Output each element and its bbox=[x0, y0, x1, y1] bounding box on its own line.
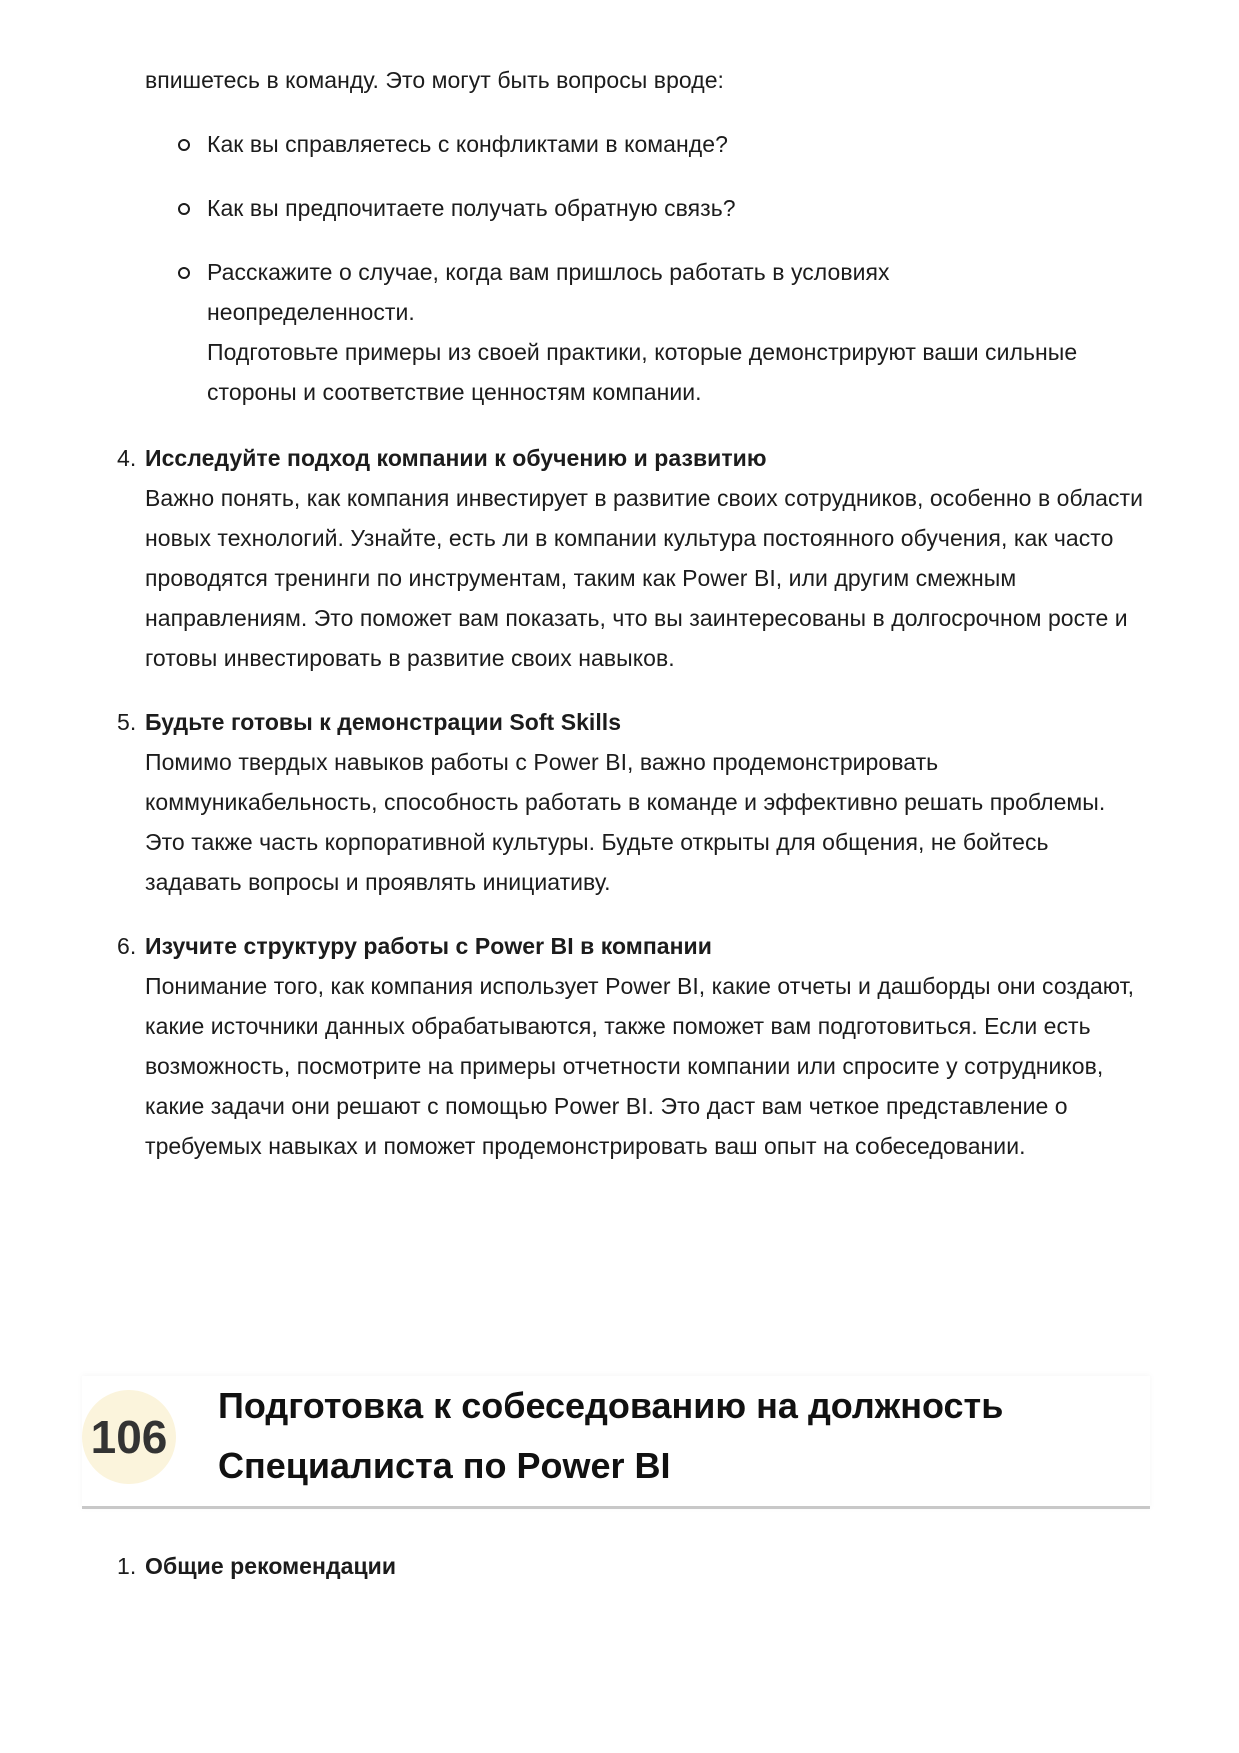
item-body: Помимо твердых навыков работы с Power BI, важно продемонстрировать коммуникабельность, способность работать в команде и эффективно решать проблемы. Это также часть корпоративной культуры. Будьте открыты для общения, не бойтесь задавать вопросы и проявлять инициативу. bbox=[145, 749, 1106, 895]
section-number-badge: 106 bbox=[82, 1390, 176, 1484]
item-number: 1. bbox=[117, 1553, 137, 1579]
numbered-item-5 bbox=[117, 702, 1145, 902]
numbered-item-1 bbox=[117, 1546, 1155, 1586]
circle-bullet-icon bbox=[178, 203, 190, 215]
item-body: Понимание того, как компания использует Power BI, какие отчеты и дашборды они создают, какие источники данных обрабатываются, также поможет вам подготовиться. Если есть возможность, посмотрите на примеры отчетности компании или спросите у сотрудников, какие задачи они решают с помощью Power BI. Это даст вам четкое представление о требуемых навыках и поможет продемонстрировать ваш опыт на собеседовании. bbox=[145, 973, 1135, 1159]
section-title bbox=[218, 1376, 1138, 1496]
question-list bbox=[145, 124, 1145, 436]
circle-bullet-icon bbox=[178, 139, 190, 151]
circle-bullet-icon bbox=[178, 267, 190, 279]
question-text: Как вы предпочитаете получать обратную связь? bbox=[207, 195, 736, 221]
question-text: Как вы справляетесь с конфликтами в команде? bbox=[207, 131, 728, 157]
item-number: 5. bbox=[117, 709, 137, 735]
numbered-item-6 bbox=[117, 926, 1155, 1166]
section-header bbox=[82, 1376, 1150, 1509]
question-note-text: Подготовьте примеры из своей практики, которые демонстрируют ваши сильные стороны и соответствие ценностям компании. bbox=[207, 339, 1078, 405]
item-heading: Будьте готовы к демонстрации Soft Skills bbox=[145, 709, 622, 735]
section-title-line-1: Подготовка к собеседованию на должность bbox=[218, 1385, 1004, 1426]
list-item bbox=[145, 188, 1145, 228]
intro-text: впишетесь в команду. Это могут быть вопросы вроде: bbox=[145, 67, 724, 93]
list-item bbox=[145, 124, 1145, 164]
list-item-note bbox=[145, 332, 1145, 412]
question-text: Расскажите о случае, когда вам пришлось работать в условиях неопределенности. bbox=[207, 259, 890, 325]
item-body: Важно понять, как компания инвестирует в развитие своих сотрудников, особенно в области новых технологий. Узнайте, есть ли в компании культура постоянного обучения, как часто проводятся тренинги по инструментам, таким как Power BI, или другим смежным направлениям. Это поможет вам показать, что вы заинтересованы в долгосрочном росте и готовы инвестировать в развитие своих навыков. bbox=[145, 485, 1144, 671]
item-heading: Изучите структуру работы с Power BI в компании bbox=[145, 933, 712, 959]
numbered-item-4 bbox=[117, 438, 1155, 678]
section-title-line-2: Специалиста по Power BI bbox=[218, 1445, 671, 1486]
list-item bbox=[145, 252, 1007, 332]
item-heading: Общие рекомендации bbox=[145, 1553, 397, 1579]
item-heading: Исследуйте подход компании к обучению и развитию bbox=[145, 445, 767, 471]
item-number: 4. bbox=[117, 445, 137, 471]
item-number: 6. bbox=[117, 933, 137, 959]
